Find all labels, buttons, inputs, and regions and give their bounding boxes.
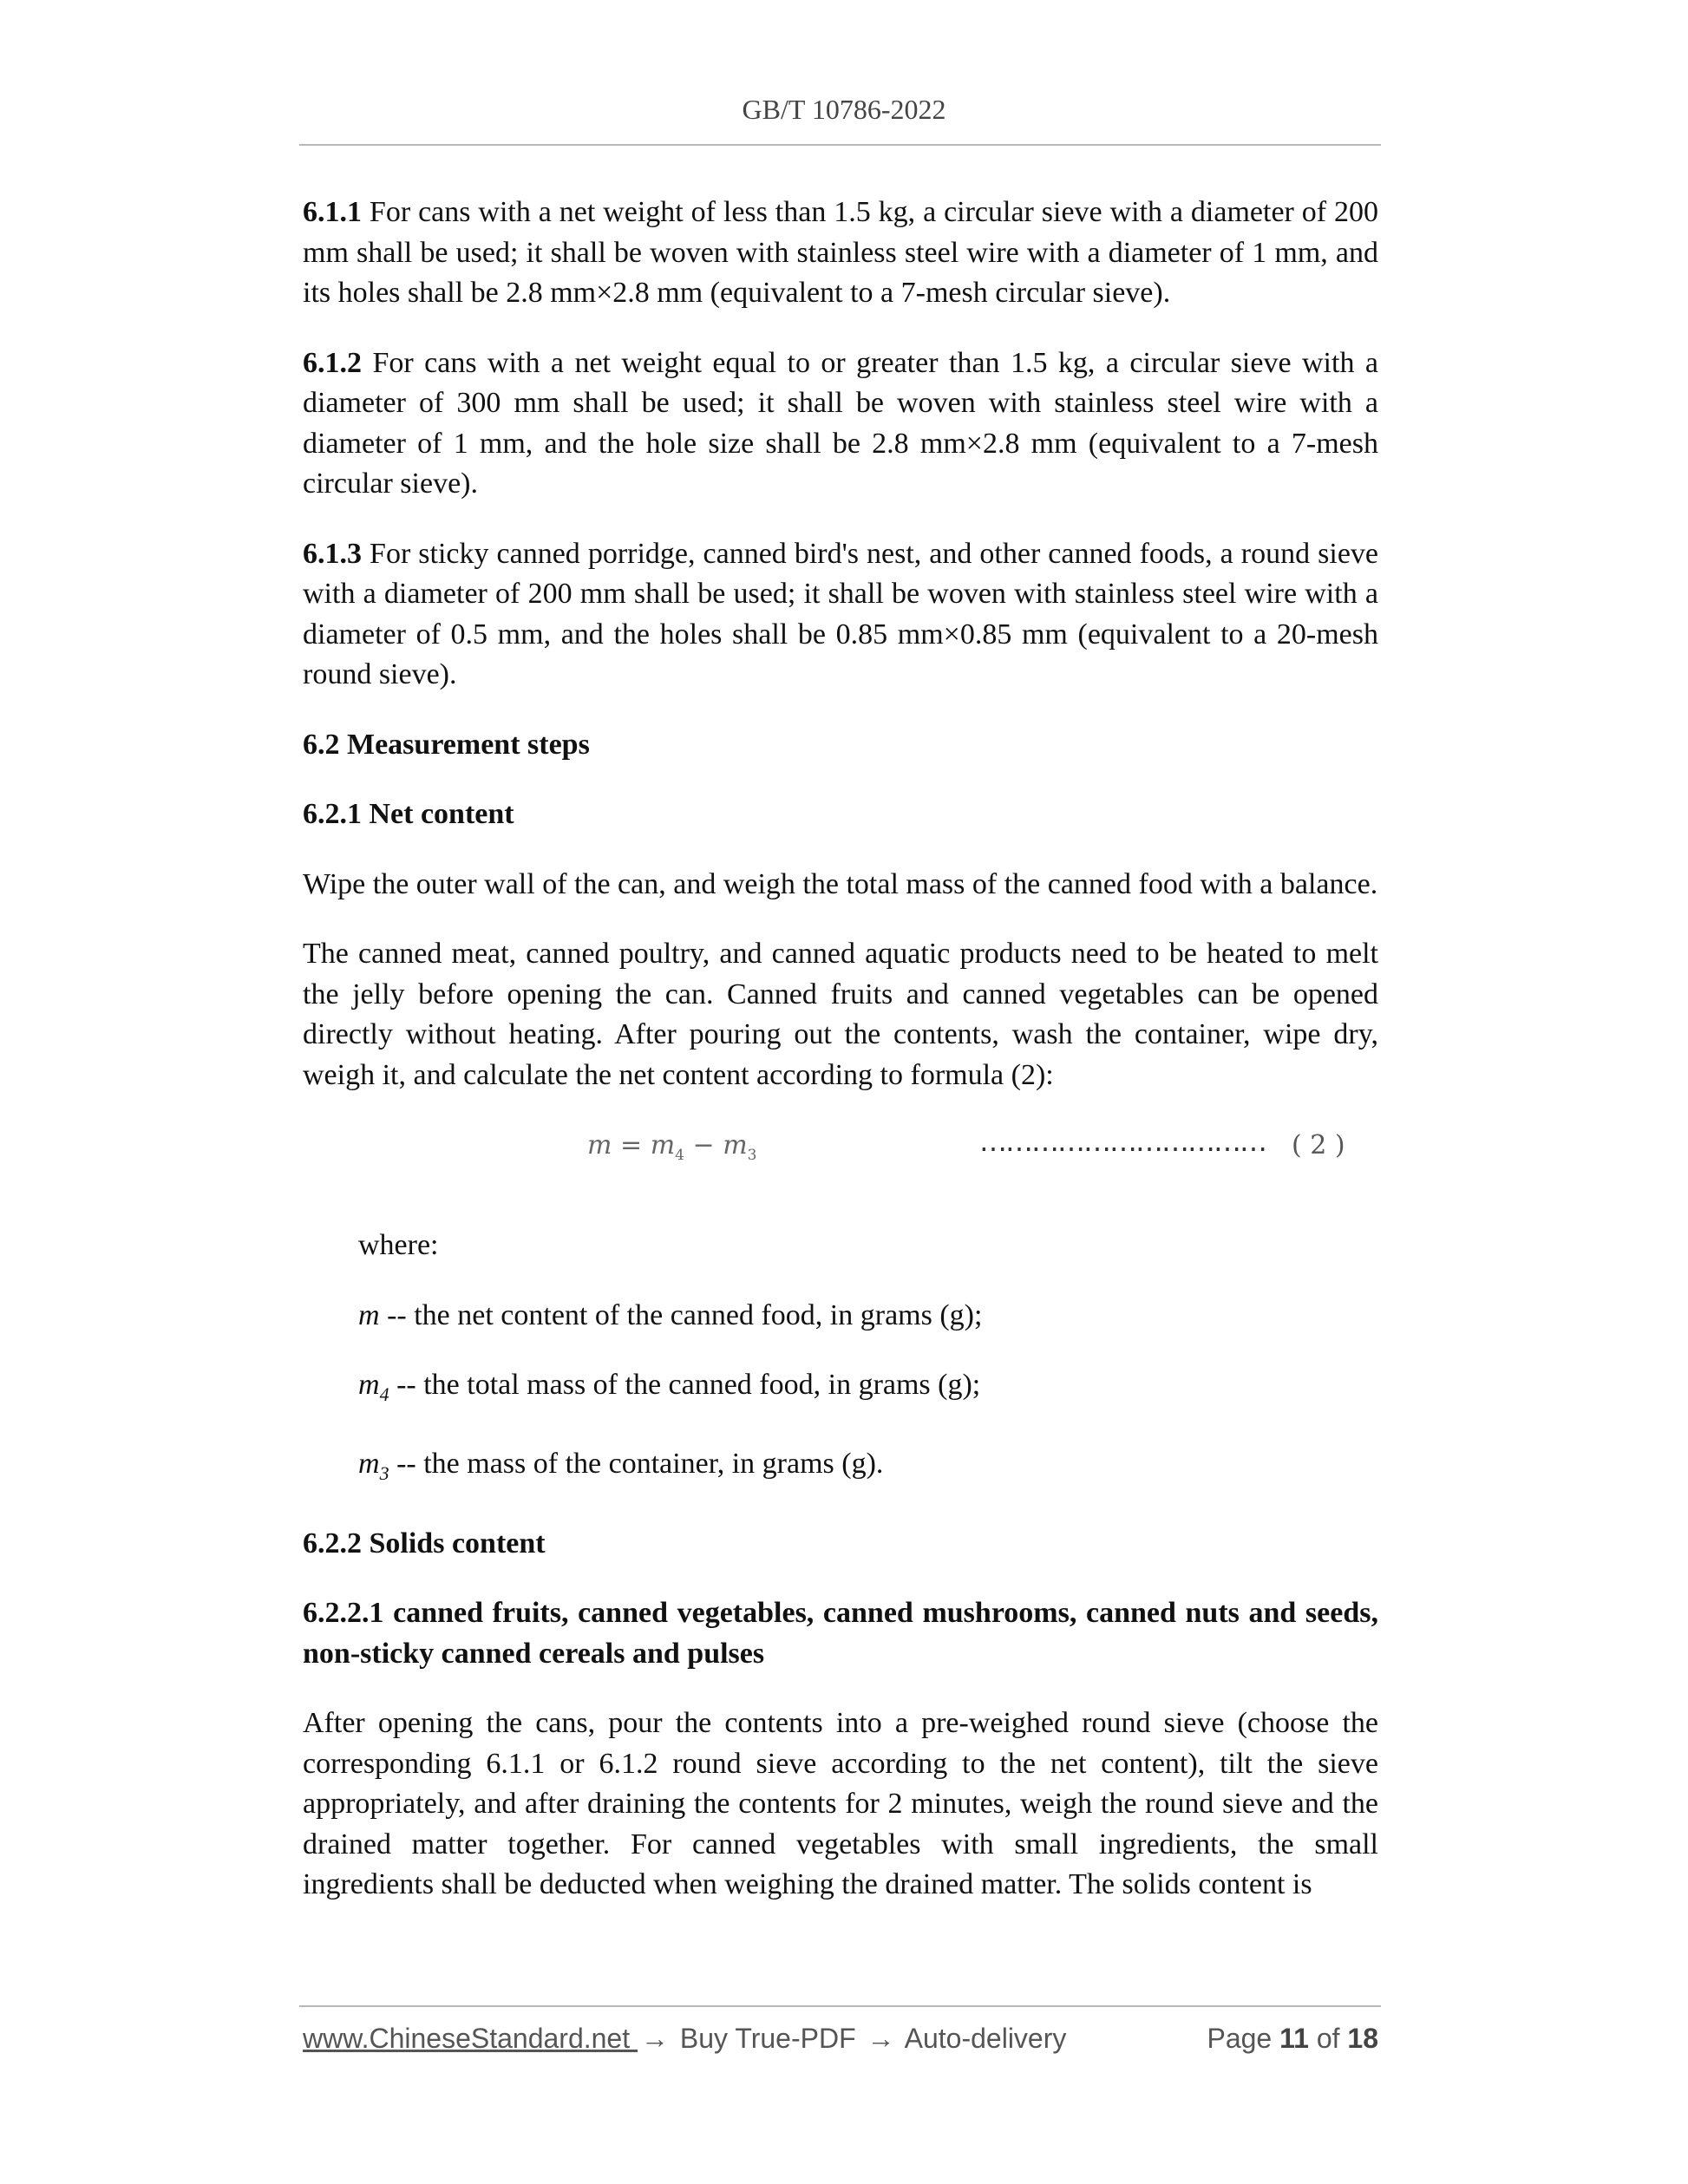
page-number: 11 xyxy=(1279,2023,1309,2054)
page-indicator: Page 11 of 18 xyxy=(1207,2023,1378,2054)
paragraph-wipe: Wipe the outer wall of the can, and weigh the total mass of the canned food with a balance. xyxy=(303,867,1378,900)
formula-leader-dots: …………………………… xyxy=(979,1125,1266,1158)
header-rule xyxy=(299,144,1381,146)
heading-6-2-1: 6.2.1 Net content xyxy=(303,798,514,830)
clause-number: 6.1.2 xyxy=(303,346,362,379)
definition-m: m -- the net content of the canned food, in grams (g); xyxy=(358,1298,983,1331)
clause-6-1-1 xyxy=(303,193,1378,314)
definition-m4: $m_4$ -- the total mass of the canned food, in grams (g); xyxy=(358,1369,981,1405)
page-total: 18 xyxy=(1347,2023,1378,2054)
arrow-right-icon: → xyxy=(867,2023,895,2054)
heading-6-2: 6.2 Measurement steps xyxy=(303,728,590,761)
formula-expression: $m = m_4 - m_3$ xyxy=(587,1130,757,1164)
paragraph-after-opening: After opening the cans, pour the contents into a pre-weighed round sieve (choose the corresponding 6.1.1 or 6.1.2 round sieve according to the net content), tilt the sieve appropriately, and after draining the contents for 2 minutes, weigh the round sieve and the drained matter together. For canned vegetables with small ingredients, the small ingredients shall be deducted when weighing the drained matter. The solids content is xyxy=(303,1707,1378,1901)
buy-true-pdf-link[interactable]: Buy True-PDF xyxy=(672,2023,864,2054)
where-label: where: xyxy=(358,1229,439,1261)
page-footer xyxy=(303,2023,1378,2055)
clause-text: For cans with a net weight equal to or greater than 1.5 kg, a circular sieve with a diameter of 300 mm shall be used; it shall be woven with stainless steel wire with a diameter of 1 mm, and the hole size shall be 2.8 mm×2.8 mm (equivalent to a 7-mesh circular sieve). xyxy=(303,346,1378,500)
formula-number: ( 2 ) xyxy=(1292,1130,1345,1161)
footer-rule xyxy=(299,2005,1381,2007)
formula-2 xyxy=(303,1125,1378,1194)
heading-6-2-2-1: 6.2.2.1 canned fruits, canned vegetables, canned mushrooms, canned nuts and seeds, non-sticky canned cereals and pulses xyxy=(303,1597,1378,1670)
clause-text: For cans with a net weight of less than 1.5 kg, a circular sieve with a diameter of 200 mm shall be used; it shall be woven with stainless steel wire with a diameter of 1 mm, and its holes shall be 2.8 mm×2.8 mm (equivalent to a 7-mesh circular sieve). xyxy=(303,196,1379,309)
arrow-right-icon: → xyxy=(641,2023,669,2054)
clause-6-1-2 xyxy=(303,343,1378,505)
page-header-title: GB/T 10786-2022 xyxy=(742,94,946,125)
paragraph-canned-meat: The canned meat, canned poultry, and canned aquatic products need to be heated to melt the jelly before opening the can. Canned fruits and canned vegetables can be opened directly without heating. After pouring out the contents, wash the container, wipe dry, weigh it, and calculate the net content according to formula (2): xyxy=(303,938,1378,1091)
clause-6-1-3 xyxy=(303,534,1378,696)
heading-6-2-2: 6.2.2 Solids content xyxy=(303,1527,546,1560)
site-link[interactable]: www.ChineseStandard.net xyxy=(303,2023,638,2054)
clause-number: 6.1.3 xyxy=(303,537,362,570)
auto-delivery-label: Auto-delivery xyxy=(898,2023,1067,2054)
document-body xyxy=(303,193,1378,1935)
clause-number: 6.1.1 xyxy=(303,196,362,228)
definition-m3: $m_3$ -- the mass of the container, in grams (g). xyxy=(358,1448,884,1485)
clause-text: For sticky canned porridge, canned bird's nest, and other canned foods, a round sieve with a diameter of 200 mm shall be used; it shall be woven with stainless steel wire with a diameter of 0.5 mm, and the holes shall be 0.85 mm×0.85 mm (equivalent to a 20-mesh round sieve). xyxy=(303,537,1378,690)
